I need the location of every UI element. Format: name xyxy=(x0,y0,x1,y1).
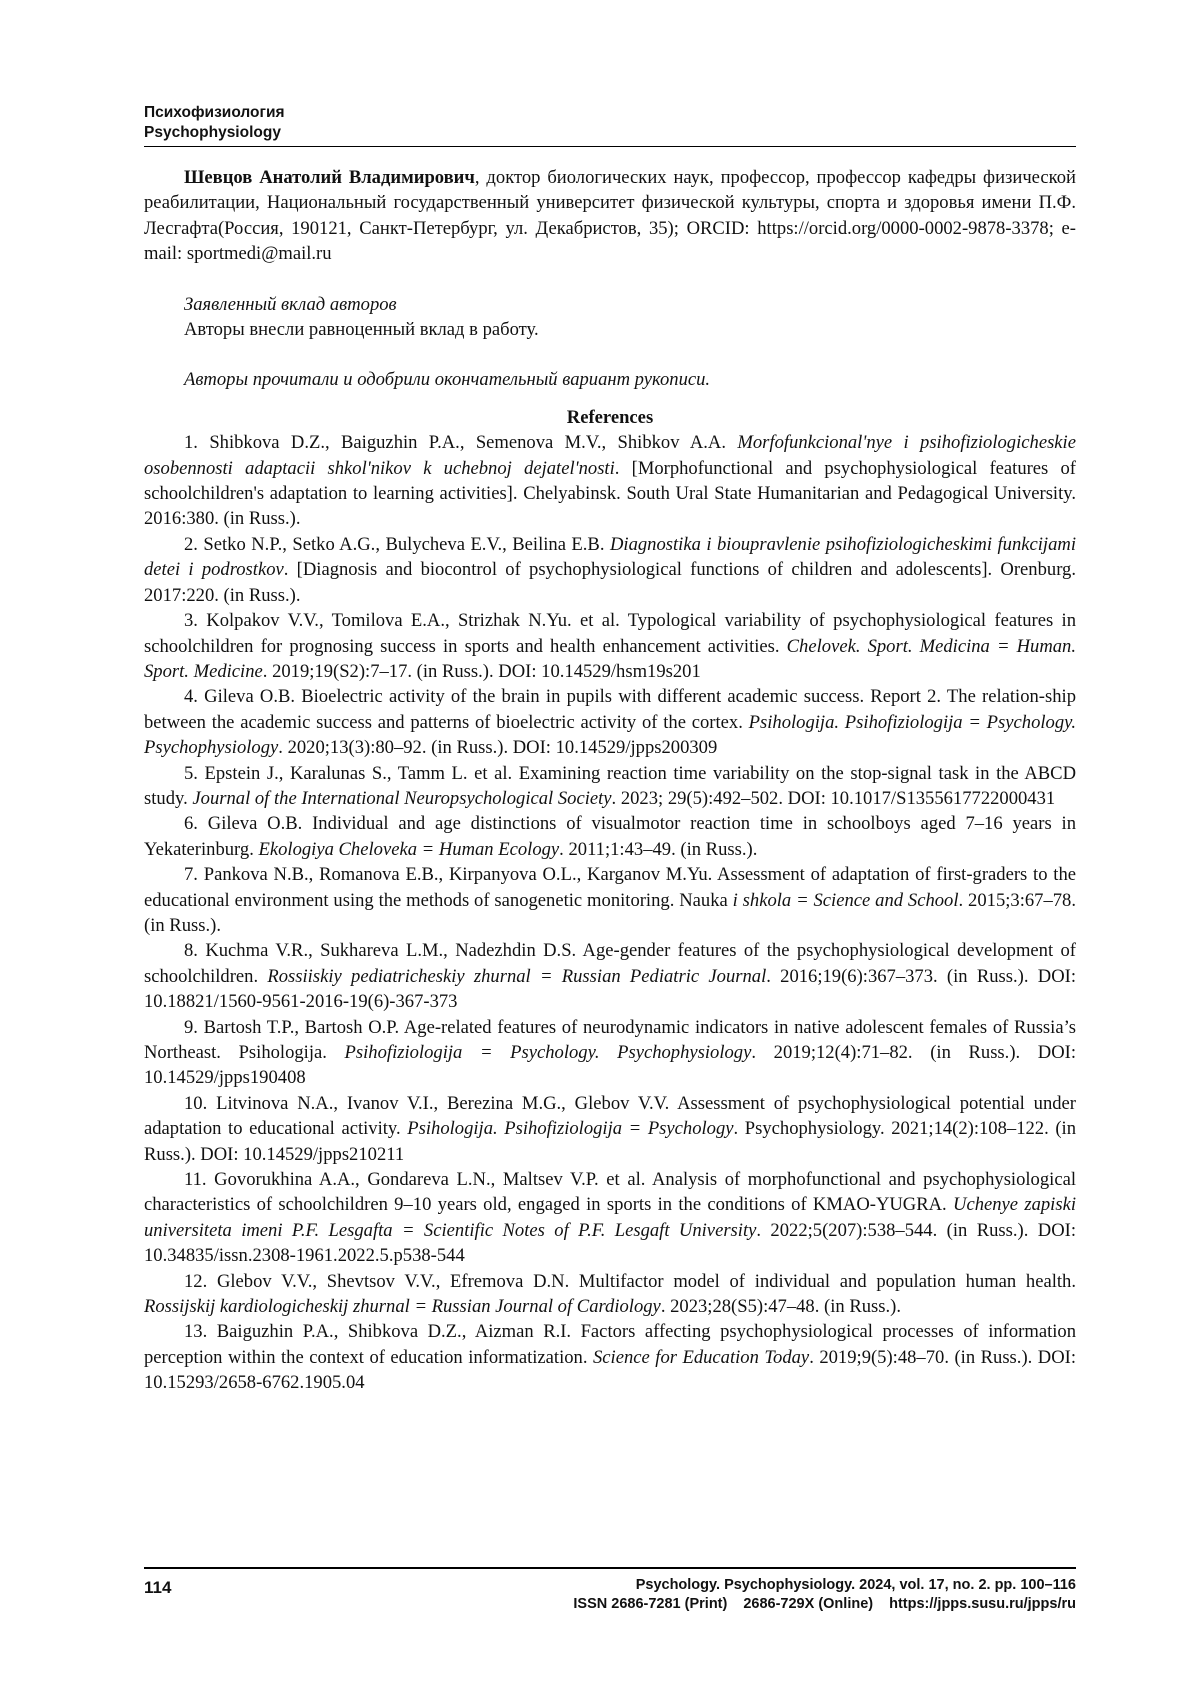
reference-number: 3. xyxy=(184,610,198,632)
reference-details: . 2023; 29(5):492–502. DOI: 10.1017/S1355617722000431 xyxy=(611,787,1056,809)
reference-number: 12. xyxy=(184,1270,208,1292)
reference-details: . 2019;12(4):71–82. (in Russ.). DOI: 10.14529/jpps190408 xyxy=(144,1042,1077,1089)
reference-number: 7. xyxy=(184,864,198,886)
reference-number: 13. xyxy=(184,1321,208,1343)
section-title-en: Psychophysiology xyxy=(144,124,281,141)
contribution-heading: Заявленный вклад авторов xyxy=(184,293,397,315)
reference-item xyxy=(144,938,1076,1014)
reference-item xyxy=(144,430,1076,532)
reference-details: . [Morphofunctional and psychophysiological features of schoolchildren's adaptation to learning activities]. Chelyabinsk. South Ural State Humanitarian and Pedagogical University. 2016:380. (in Russ.). xyxy=(144,457,1076,530)
page-number: 114 xyxy=(144,1578,172,1597)
references-list xyxy=(144,430,1076,1395)
reference-item xyxy=(144,1015,1076,1091)
reference-number: 1. xyxy=(184,432,198,454)
reference-source: Chelovek. Sport. Medicina = Human. Sport. Medicine xyxy=(144,635,1076,682)
reference-item xyxy=(144,811,1076,862)
reference-authors: Shibkova D.Z., Baiguzhin P.A., Semenova M.V., Shibkov A.A. xyxy=(197,432,738,454)
reference-number: 10. xyxy=(184,1092,208,1114)
reference-item xyxy=(144,761,1076,812)
reference-source: Rossijskij kardiologicheskij zhurnal = Russian Journal of Cardiology xyxy=(144,1296,661,1318)
reference-authors: Bartosh T.P., Bartosh O.P. Age-related features of neurodynamic indicators in native adolescent females of Russia’s Northeast. Psihologija. xyxy=(144,1016,1076,1063)
reference-details: . 2016;19(6):367–373. (in Russ.). DOI: 10.18821/1560-9561-2016-19(6)-367-373 xyxy=(144,965,1076,1013)
reference-item xyxy=(144,862,1076,938)
reference-number: 5. xyxy=(184,762,198,784)
header-rule xyxy=(144,146,1076,147)
reference-authors: Gileva O.B. Individual and age distinctions of visualmotor reaction time in schoolboys aged 7–16 years in Yekaterinburg. xyxy=(144,813,1076,860)
reference-source: Morfofunkcional'nye i psihofiziologicheskie osobennosti adaptacii shkol'nikov k uchebnoj dejatel'nosti xyxy=(144,432,1076,479)
reference-authors: Baiguzhin P.A., Shibkova D.Z., Aizman R.I. Factors affecting psychophysiological processes of information perception within the context of education informatization. xyxy=(144,1321,1076,1368)
reference-item xyxy=(144,608,1076,684)
reference-source: Uchenye zapiski universiteta imeni P.F. Lesgafta = Scientific Notes of P.F. Lesgaft University xyxy=(144,1194,1076,1241)
author-name: Шевцов Анатолий Владимирович xyxy=(184,167,475,188)
reference-authors: Gileva O.B. Bioelectric activity of the brain in pupils with different academic success. Report 2. The relation-ship between the academic success and patterns of bioelectric activity of the cortex. xyxy=(144,686,1076,733)
reference-details: . [Diagnosis and biocontrol of psychophysiological functions of children and adolescents]. Orenburg. 2017:220. (in Russ.). xyxy=(144,559,1076,606)
journal-line: Psychology. Psychophysiology. 2024, vol. 17, no. 2. pp. 100–116 xyxy=(635,1577,1076,1593)
reference-source: Psihologija. Psihofiziologija = Psychology xyxy=(407,1118,734,1140)
reference-details: . 2011;1:43–49. (in Russ.). xyxy=(559,838,758,860)
footer-citation xyxy=(376,1576,1076,1614)
reference-authors: Epstein J., Karalunas S., Tamm L. et al. Examining reaction time variability on the stop-signal task in the ABCD study. xyxy=(144,762,1076,809)
issn-print: ISSN 2686-7281 (Print) xyxy=(573,1596,728,1612)
reference-authors: Govorukhina A.A., Gondareva L.N., Maltsev V.P. et al. Analysis of morphofunctional and psychophysiological characteristics of schoolchildren 9–10 years old, engaged in sports in the conditions of KMAO-YUGRA. xyxy=(144,1169,1076,1216)
reference-authors: Kolpakov V.V., Tomilova E.A., Strizhak N.Yu. et al. Typological variability of psychophysiological features in schoolchildren for prognosing success in sports and health enhancement activities. xyxy=(144,610,1076,657)
reference-details: . 2020;13(3):80–92. (in Russ.). DOI: 10.14529/jpps200309 xyxy=(278,737,718,759)
reference-authors: Glebov V.V., Shevtsov V.V., Efremova D.N. Multifactor model of individual and population human health. xyxy=(207,1270,1076,1292)
reference-source: Psihologija. Psihofiziologija = Psychology. Psychophysiology xyxy=(144,711,1077,759)
reference-source: Rossiiskiy pediatricheskiy zhurnal = Russian Pediatric Journal xyxy=(267,965,767,987)
reference-source: Science for Education Today xyxy=(593,1346,810,1368)
issn-online: 2686-729X (Online) xyxy=(743,1596,874,1612)
reference-authors: Pankova N.B., Romanova E.B., Kirpanyova O.L., Karganov M.Yu. Assessment of adaptation of first-graders to the educational environment using the methods of sanogenetic monitoring. Nauka xyxy=(144,864,1076,911)
reference-details: . 2019;9(5):48–70. (in Russ.). DOI: 10.15293/2658-6762.1905.04 xyxy=(144,1346,1077,1394)
reference-details: . 2019;19(S2):7–17. (in Russ.). DOI: 10.14529/hsm19s201 xyxy=(262,660,701,682)
reference-details: . 2022;5(207):538–544. (in Russ.). DOI: 10.34835/issn.2308-1961.2022.5.p538-544 xyxy=(144,1219,1076,1267)
reference-authors: Litvinova N.A., Ivanov V.I., Berezina M.G., Glebov V.V. Assessment of psychophysiological potential under adaptation to educational activity. xyxy=(144,1092,1076,1140)
body-content xyxy=(144,165,1076,1396)
reference-number: 4. xyxy=(184,686,198,708)
approval-statement: Авторы прочитали и одобрили окончательный вариант рукописи. xyxy=(184,369,711,391)
reference-item xyxy=(144,1319,1076,1395)
reference-number: 6. xyxy=(184,813,198,835)
author-paragraph xyxy=(144,165,1076,267)
reference-number: 9. xyxy=(184,1016,198,1038)
reference-source: Psihofiziologija = Psychology. Psychophysiology xyxy=(344,1042,752,1063)
reference-number: 2. xyxy=(184,533,198,555)
section-title-ru: Психофизиология xyxy=(144,104,285,121)
contribution-text: Авторы внесли равноценный вклад в работу. xyxy=(184,319,539,341)
issn-line xyxy=(376,1595,1076,1614)
reference-item xyxy=(144,1091,1076,1167)
footer-rule xyxy=(144,1567,1076,1569)
references-heading: References xyxy=(566,406,654,428)
reference-authors: Setko N.P., Setko A.G., Bulycheva E.V., Beilina E.B. xyxy=(197,533,610,555)
reference-source: Ekologiya Cheloveka = Human Ecology xyxy=(258,838,560,860)
reference-item xyxy=(144,1167,1076,1269)
reference-item xyxy=(144,1269,1076,1320)
journal-url[interactable]: https://jpps.susu.ru/jpps/ru xyxy=(889,1596,1076,1612)
reference-details: . 2015;3:67–78. (in Russ.). xyxy=(144,889,1077,936)
reference-details: . 2023;28(S5):47–48. (in Russ.). xyxy=(660,1296,901,1318)
reference-number: 8. xyxy=(184,940,198,962)
reference-details: . Psychophysiology. 2021;14(2):108–122. (in Russ.). DOI: 10.14529/jpps210211 xyxy=(144,1118,1076,1165)
reference-source: i shkola = Science and School xyxy=(732,889,959,911)
reference-source: Journal of the International Neuropsychological Society xyxy=(192,787,612,809)
running-head xyxy=(144,103,1076,143)
reference-number: 11. xyxy=(184,1169,207,1191)
reference-source: Diagnostika i bioupravlenie psihofiziologicheskimi funkcijami detei i podrostkov xyxy=(144,533,1076,581)
reference-item xyxy=(144,684,1076,760)
author-info xyxy=(144,165,1076,267)
reference-authors: Kuchma V.R., Sukhareva L.M., Nadezhdin D.S. Age-gender features of the psychophysiological development of schoolchildren. xyxy=(144,940,1076,987)
author-details: , доктор биологических наук, профессор, профессор кафедры физической реабилитации, Национальный государственный университет физической культуры, спорта и здоровья имени П.Ф. Лесгафта(Россия, 190121, Санкт-Петербург, ул. Декабристов, 35); ORCID: https://orcid.org/0000-0002-9878-3378; e-mail: sportmedi@mail.ru xyxy=(144,167,1076,265)
reference-item xyxy=(144,532,1076,608)
